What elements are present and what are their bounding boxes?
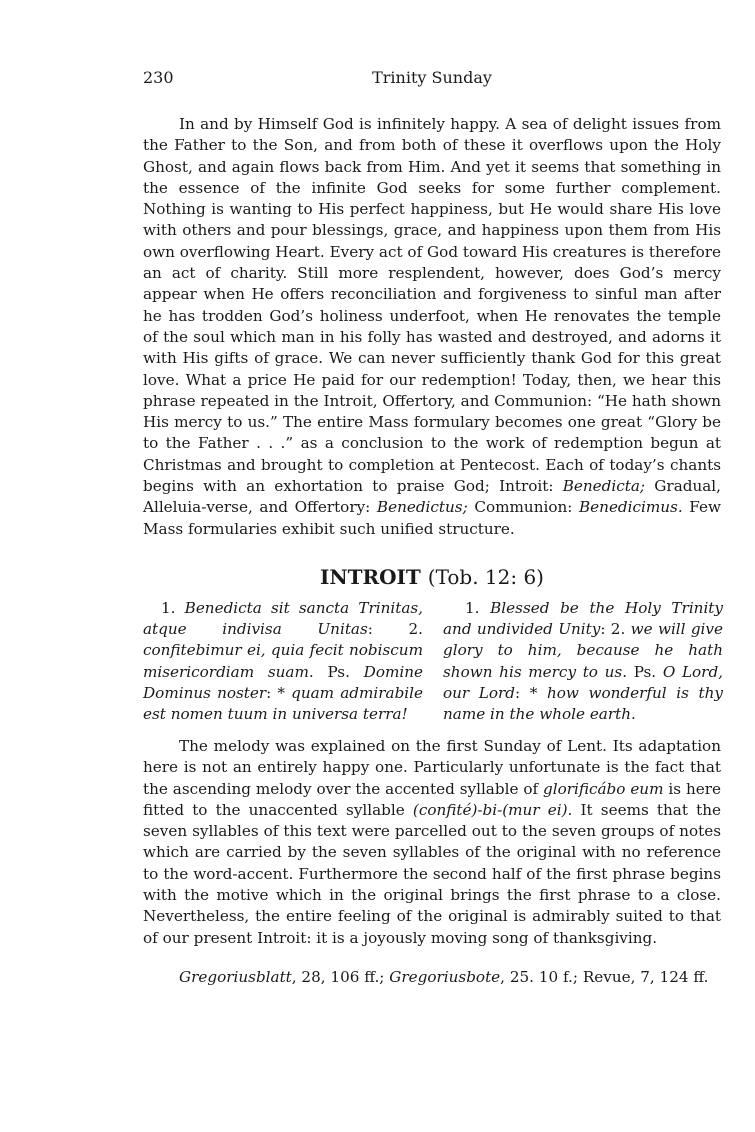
text-run: , 25. 10 f.; Revue, 7, 124 ff. xyxy=(500,968,709,986)
text-run: Ps. xyxy=(313,662,364,681)
latin-text-column xyxy=(143,598,423,725)
bibliography-citation xyxy=(143,967,721,988)
text-run: Communion: xyxy=(467,498,580,517)
italic-text: Benedicta sit sancta Trinitas, atque indivisa Unitas xyxy=(143,599,423,639)
melody-paragraph xyxy=(143,736,721,949)
text-run: It seems that the seven syllables of this text were parcelled out to the seven groups of notes which are carried by the seven syllables of the original with no reference to the word-accent. Furthermore the second half of the first phrase begins with the motive which in the original brings the first phrase to a close. Nevertheless, the entire feeling of the original is admirably suited to that of our present Introit: it is a joyously moving song of thanksgiving. xyxy=(143,800,721,947)
page-number: 230 xyxy=(143,68,174,87)
text-run: Gradual, Alleluia-verse, and Offertory: xyxy=(143,477,721,517)
text-run: Few Mass formularies exhibit such unified structure. xyxy=(143,498,722,538)
italic-text: how wonderful is thy name in the whole earth. xyxy=(443,683,723,724)
introit-reference: (Tob. 12: 6) xyxy=(427,565,544,589)
text-run: Ps. xyxy=(627,662,663,681)
text-run: The melody was explained on the first Sunday of Lent. Its adaptation here is not an entirely happy one. Particularly unfortunate is the fact that the ascending melody over the accented syllable of xyxy=(143,737,721,798)
italic-text: Benedictus; xyxy=(376,498,468,517)
italic-text: we will give glory to him, because he hath shown his mercy to us. xyxy=(443,620,723,681)
italic-text: glorificábo eum xyxy=(543,779,664,798)
italic-text: Benedicta; xyxy=(562,477,646,496)
italic-text: O Lord, our Lord xyxy=(443,662,723,702)
introit-title: INTROIT xyxy=(319,565,421,589)
intro-paragraph xyxy=(143,114,721,540)
introit-heading xyxy=(143,563,721,591)
italic-text: (confité)-bi-(mur ei). xyxy=(412,800,573,819)
text-run: : 2. xyxy=(367,620,424,639)
text-run: In and by Himself God is infinitely happy. A sea of delight issues from the Father to the Son, and from both of these it overflows upon the Holy Ghost, and again flows back from Him. And yet it seems that something in the essence of the infinite God seeks for some further complement. Nothing is wanting to His perfect happiness, but He would share His love with others and pour blessings, grace, and happiness upon them from His own overflowing Heart. Every act of God toward His creatures is therefore an act of charity. Still more resplendent, however, does God’s mercy appear when He offers reconciliation and forgiveness to sinful man after he has trodden God’s holiness underfoot, when He renovates the temple of the soul which man in his folly has wasted and destroyed, and adorns it with His gifts of grace. We can never sufficiently thank God for this great love. What a price He paid for our redemption! Today, then, we hear this phrase repeated in the Introit, Offertory, and Communion: “He hath shown His mercy to us.” The entire Mass formulary becomes one great “Glory be to the Father . . .” as a conclusion to the work of redemption begun at Christmas and brought to completion at Pentecost. Each of today’s chants begins with an exhortation to praise God; Introit: xyxy=(143,115,721,496)
running-title: Trinity Sunday xyxy=(372,68,492,87)
text-run: : 2. xyxy=(600,620,631,639)
italic-text: confitebimur ei, quia fecit nobiscum misericordiam suam. xyxy=(143,641,423,681)
text-run: : * xyxy=(515,683,547,702)
italic-text: Blessed be the Holy Trinity and undivided Unity xyxy=(443,599,723,639)
text-run: 1. xyxy=(161,599,185,617)
italic-text: Gregoriusblatt xyxy=(179,968,292,986)
page-header xyxy=(143,66,721,90)
text-run: : * xyxy=(266,683,292,702)
italic-text: Benedicimus. xyxy=(579,498,683,517)
italic-text: quam admirabile est nomen tuum in universa terra! xyxy=(143,683,423,724)
english-text-column xyxy=(443,598,723,725)
text-run: is here fitted to the unaccented syllable xyxy=(143,779,721,819)
italic-text: Domine Dominus noster xyxy=(143,662,423,702)
text-run: , 28, 106 ff.; xyxy=(291,968,390,986)
text-run: 1. xyxy=(465,599,491,617)
italic-text: Gregoriusbote xyxy=(389,968,501,986)
